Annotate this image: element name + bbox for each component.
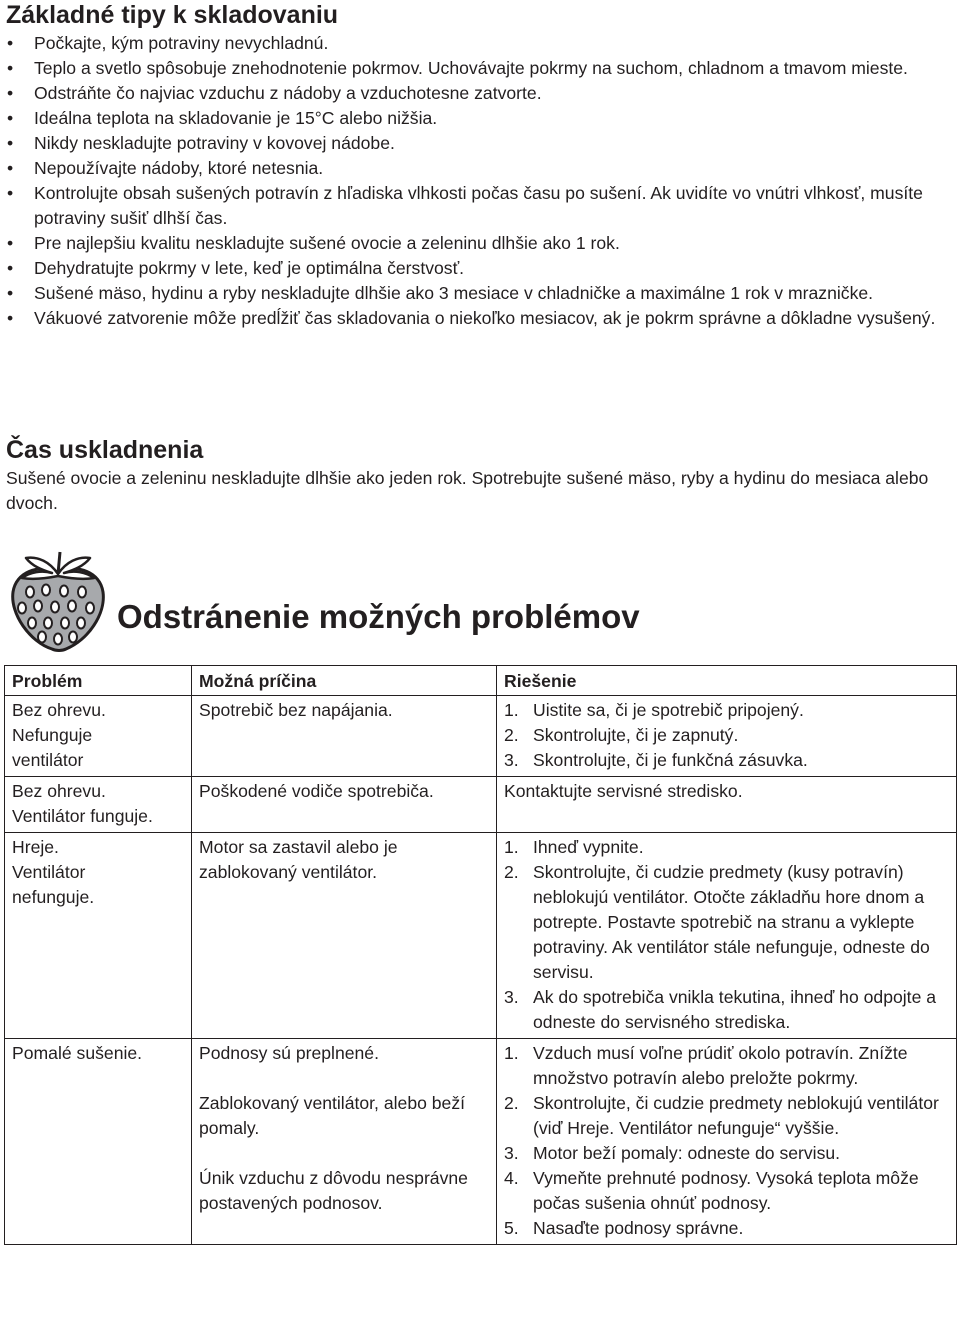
- cause-text: Poškodené vodiče spotrebiča.: [199, 781, 434, 801]
- storage-time-title: Čas uskladnenia: [6, 436, 204, 464]
- step-text: Vymeňte prehnuté podnosy. Vysoká teplota môže počas sušenia ohnúť podnosy.: [533, 1168, 919, 1213]
- solution-step: [504, 1216, 949, 1241]
- solution-step: [504, 1166, 949, 1216]
- problem-text: ventilátor: [12, 750, 84, 770]
- storage-tip-item: • Kontrolujte obsah sušených potravín z hľadiska vlhkosti počas času po sušení. Ak uvidíte vo vnútri vlhkosť, musíte potraviny sušiť dlhší čas.: [6, 181, 951, 231]
- storage-tips-title: Základné tipy k skladovaniu: [6, 1, 339, 29]
- storage-tip-item: • Počkajte, kým potraviny nevychladnú.: [6, 31, 951, 56]
- step-text: Skontrolujte, či je zapnutý.: [533, 725, 739, 745]
- problem-text: Nefunguje: [12, 725, 93, 745]
- cause-cell: [192, 696, 497, 777]
- solution-step: [504, 860, 949, 985]
- problem-text: Ventilátor funguje.: [12, 806, 153, 826]
- step-number: 4.: [504, 1168, 519, 1188]
- step-number: 2.: [504, 1093, 519, 1113]
- storage-tip-item: • Nikdy neskladujte potraviny v kovovej nádobe.: [6, 131, 951, 156]
- problem-text: Bez ohrevu.: [12, 781, 106, 801]
- strawberry-icon: [8, 546, 108, 652]
- problem-text: Bez ohrevu.: [12, 700, 106, 720]
- table-header-row: [5, 666, 957, 696]
- cause-cell: [192, 1039, 497, 1245]
- column-header-problem: Problém: [5, 666, 192, 696]
- step-text: Nasaďte podnosy správne.: [533, 1218, 744, 1238]
- solution-cell: [497, 777, 957, 833]
- solution-step: [504, 985, 949, 1035]
- storage-tip-item: • Ideálna teplota na skladovanie je 15°C alebo nižšia.: [6, 106, 951, 131]
- problem-cell: [5, 777, 192, 833]
- step-number: 1.: [504, 1043, 519, 1063]
- cause-text: Zablokovaný ventilátor, alebo beží pomaly.: [199, 1093, 466, 1138]
- cause-cell: [192, 777, 497, 833]
- step-number: 3.: [504, 987, 519, 1007]
- storage-time-text: Sušené ovocie a zeleninu neskladujte dlhšie ako jeden rok. Spotrebujte sušené mäso, ryby a hydinu do mesiaca alebo dvoch.: [6, 468, 929, 513]
- table-row: [5, 1039, 957, 1245]
- step-text: Skontrolujte, či je funkčná zásuvka.: [533, 750, 808, 770]
- problem-cell: [5, 833, 192, 1039]
- storage-tip-item: • Sušené mäso, hydinu a ryby neskladujte dlhšie ako 3 mesiace v chladničke a maximálne 1 rok v mrazničke.: [6, 281, 951, 306]
- cause-text: Únik vzduchu z dôvodu nesprávne postavených podnosov.: [199, 1168, 468, 1213]
- solution-step: [504, 835, 949, 860]
- cause-text: Podnosy sú preplnené.: [199, 1043, 379, 1063]
- troubleshooting-title: Odstránenie možných problémov: [117, 598, 640, 635]
- solution-step: [504, 1041, 949, 1091]
- storage-tip-item: • Teplo a svetlo spôsobuje znehodnotenie pokrmov. Uchovávajte pokrmy na suchom, chladnom a tmavom mieste.: [6, 56, 951, 81]
- troubleshooting-table: [4, 665, 957, 1245]
- solution-step: [504, 748, 949, 773]
- step-text: Skontrolujte, či cudzie predmety (kusy potravín) neblokujú ventilátor. Otočte základňu hore dnom a potrepte. Postavte spotrebič na stranu a vyklepte potraviny. Ak ventilátor stále nefunguje, odneste do servisu.: [533, 862, 930, 982]
- column-header-solution: Riešenie: [497, 666, 957, 696]
- step-text: Ak do spotrebiča vnikla tekutina, ihneď ho odpojte a odneste do servisného strediska.: [533, 987, 937, 1032]
- cause-text: Motor sa zastavil alebo je zablokovaný ventilátor.: [199, 837, 398, 882]
- step-number: 3.: [504, 1143, 519, 1163]
- storage-tips-list: [6, 31, 951, 331]
- step-number: 1.: [504, 837, 519, 857]
- solution-cell: [497, 696, 957, 777]
- solution-cell: [497, 1039, 957, 1245]
- cause-cell: [192, 833, 497, 1039]
- storage-tip-item: • Vákuové zatvorenie môže predĺžiť čas skladovania o niekoľko mesiacov, ak je pokrm správne a dôkladne vysušený.: [6, 306, 951, 331]
- problem-cell: [5, 696, 192, 777]
- step-text: Skontrolujte, či cudzie predmety neblokujú ventilátor (viď Hreje. Ventilátor nefunguje“ vyššie.: [533, 1093, 939, 1138]
- table-row: [5, 777, 957, 833]
- step-text: Motor beží pomaly: odneste do servisu.: [533, 1143, 841, 1163]
- table-row: [5, 833, 957, 1039]
- step-number: 5.: [504, 1218, 519, 1238]
- solution-cell: [497, 833, 957, 1039]
- step-number: 2.: [504, 862, 519, 882]
- table-row: [5, 696, 957, 777]
- storage-tip-item: • Odstráňte čo najviac vzduchu z nádoby a vzduchotesne zatvorte.: [6, 81, 951, 106]
- solution-step: [504, 1141, 949, 1166]
- solution-step: [504, 723, 949, 748]
- solution-step: [504, 1091, 949, 1141]
- step-text: Ihneď vypnite.: [533, 837, 644, 857]
- step-number: 1.: [504, 700, 519, 720]
- step-text: Vzduch musí voľne prúdiť okolo potravín. Znížte množstvo potravín alebo preložte pokrmy.: [533, 1043, 908, 1088]
- solution-text: Kontaktujte servisné stredisko.: [504, 781, 743, 801]
- problem-text: nefunguje.: [12, 887, 95, 907]
- step-number: 3.: [504, 750, 519, 770]
- storage-tip-item: • Nepoužívajte nádoby, ktoré netesnia.: [6, 156, 951, 181]
- step-number: 2.: [504, 725, 519, 745]
- storage-tip-item: • Pre najlepšiu kvalitu neskladujte sušené ovocie a zeleninu dlhšie ako 1 rok.: [6, 231, 951, 256]
- problem-text: Hreje.: [12, 837, 59, 857]
- problem-text: Ventilátor: [12, 862, 86, 882]
- problem-text: Pomalé sušenie.: [12, 1043, 143, 1063]
- step-text: Uistite sa, či je spotrebič pripojený.: [533, 700, 804, 720]
- problem-cell: [5, 1039, 192, 1245]
- solution-step: [504, 698, 949, 723]
- storage-tip-item: • Dehydratujte pokrmy v lete, keď je optimálna čerstvosť.: [6, 256, 951, 281]
- column-header-cause: Možná príčina: [192, 666, 497, 696]
- cause-text: Spotrebič bez napájania.: [199, 700, 393, 720]
